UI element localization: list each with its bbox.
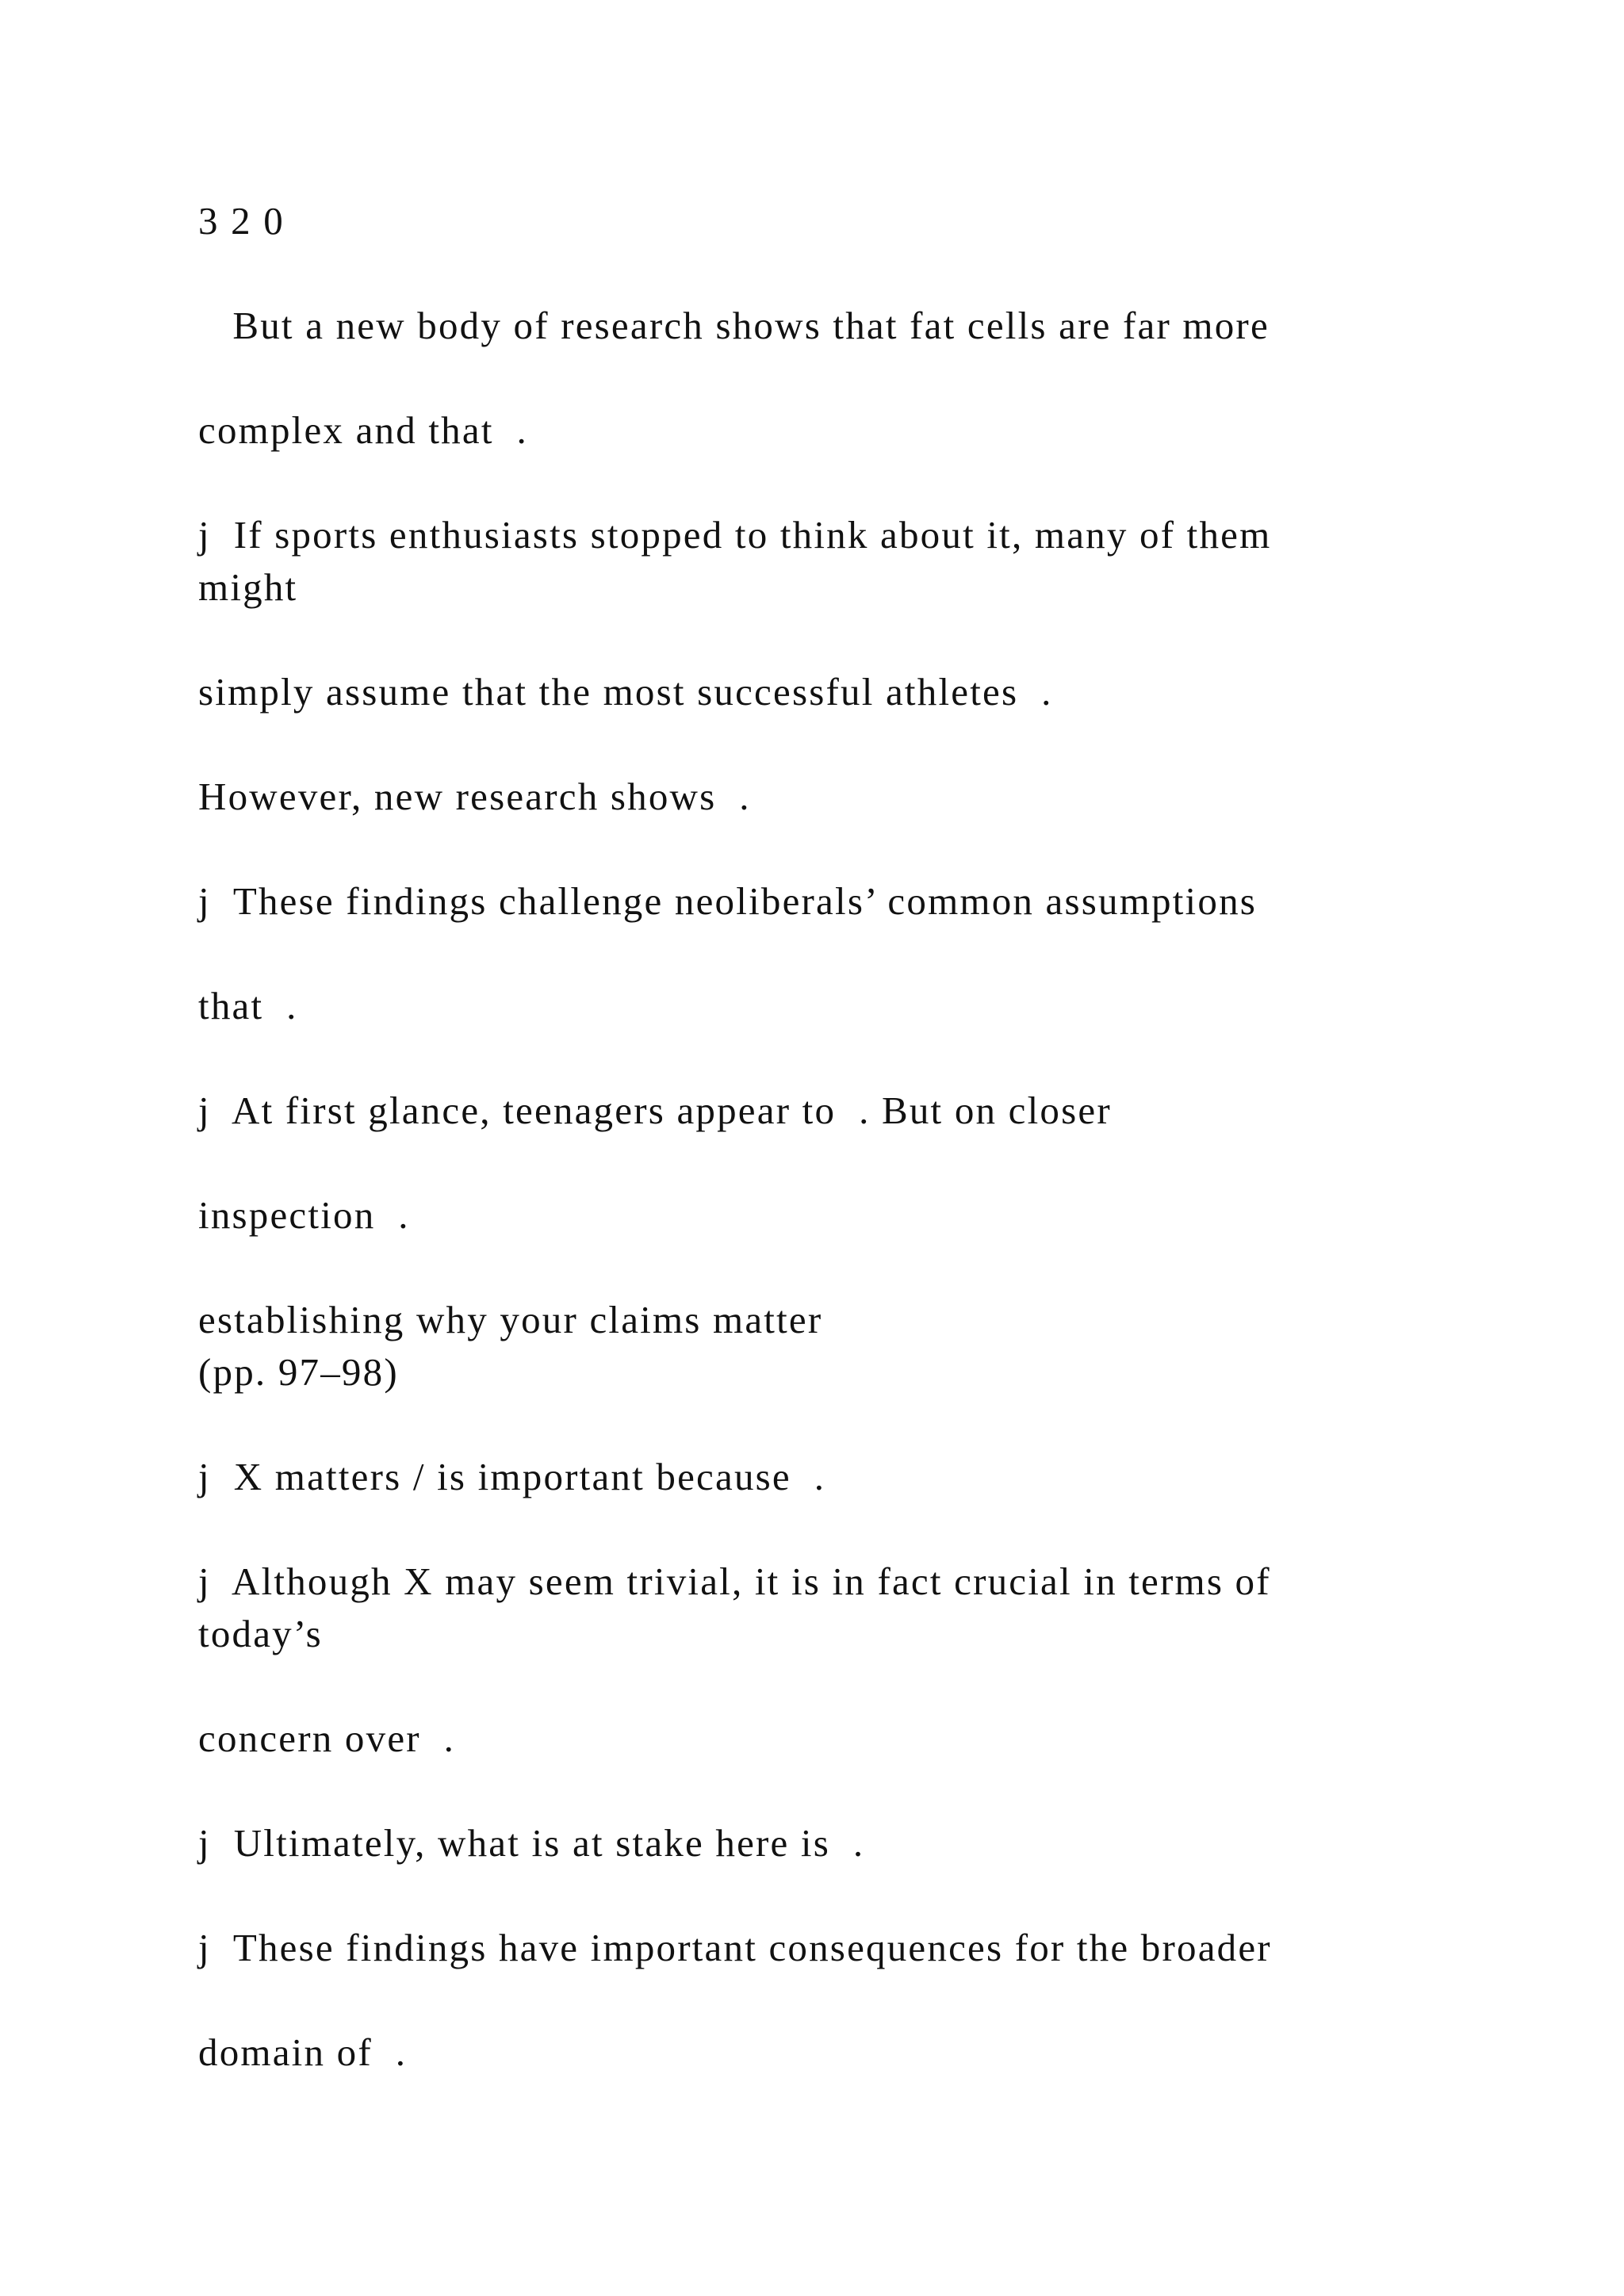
text-line: j At first glance, teenagers appear to . But on closer (198, 1089, 1112, 1132)
text-line: j If sports enthusiasts stopped to think about it, many of them (198, 513, 1272, 557)
text-line: j X matters / is important because . (198, 1455, 826, 1498)
text-line: inspection . (198, 1193, 410, 1237)
text-line: concern over . (198, 1716, 456, 1760)
text-line: that . (198, 984, 298, 1027)
text-line: domain of . (198, 2030, 408, 2074)
page-number: 3 2 0 (198, 199, 285, 243)
text-line: j Although X may seem trivial, it is in fact crucial in terms of (198, 1559, 1271, 1603)
text-line: today’s (198, 1612, 323, 1655)
text-line: However, new research shows . (198, 775, 751, 818)
text-line: might (198, 565, 298, 609)
text-line: j These findings challenge neoliberals’ common assumptions (198, 879, 1258, 923)
page-reference: (pp. 97–98) (198, 1350, 399, 1394)
text-line: j Ultimately, what is at stake here is . (198, 1821, 865, 1865)
text-line: simply assume that the most successful athletes . (198, 670, 1053, 714)
text-line: complex and that . (198, 408, 528, 452)
section-heading: establishing why your claims matter (198, 1298, 823, 1341)
text-line: But a new body of research shows that fat cells are far more (198, 304, 1270, 347)
text-line: j These findings have important consequences for the broader (198, 1926, 1272, 1969)
